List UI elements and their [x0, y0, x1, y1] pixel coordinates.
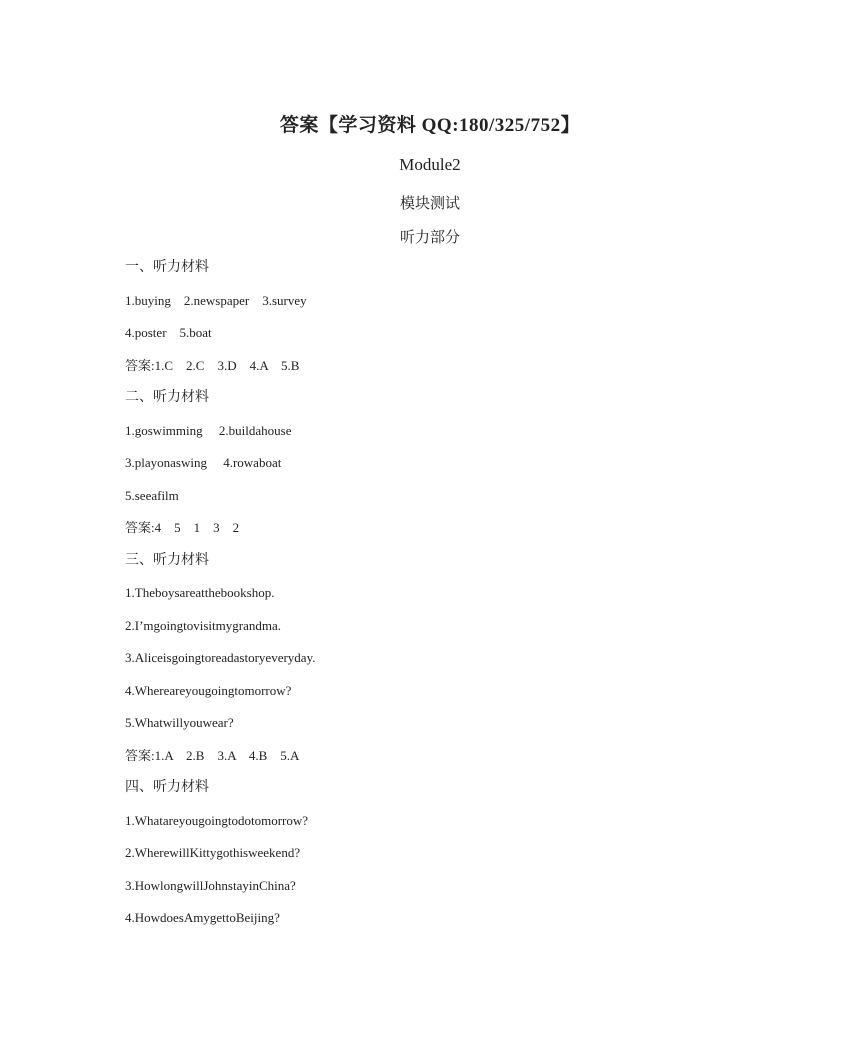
- section-heading: 三、听力材料: [125, 552, 209, 568]
- content-lines: [125, 258, 785, 941]
- module-title: Module2: [399, 155, 461, 174]
- section-heading: 四、听力材料: [125, 780, 209, 795]
- content-line: 4.Whereareyougoingtomorrow?: [125, 682, 292, 698]
- content-line: 4.HowdoesAmygettoBeijing?: [125, 910, 280, 925]
- content-line: 2.I’mgoingtovisitmygrandma.: [125, 617, 281, 633]
- content-line: 答案:1.C 2.C 3.D 4.A 5.B: [125, 357, 300, 373]
- content-line: 5.seeafilm: [125, 487, 179, 503]
- content-line: 1.goswimming 2.buildahouse: [125, 422, 292, 438]
- content-line: 3.playonaswing 4.rowaboat: [125, 455, 282, 470]
- content-line: 1.Whatareyougoingtodotomorrow?: [125, 812, 309, 828]
- content-line: 答案:4 5 1 3 2: [125, 520, 240, 535]
- content-line: 3.Aliceisgoingtoreadastoryeveryday.: [125, 650, 316, 665]
- page-title: 答案【学习资料 QQ:180/325/752】: [279, 115, 581, 136]
- content-line: 4.poster 5.boat: [125, 325, 212, 340]
- section-heading: 二、听力材料: [125, 390, 209, 405]
- content-line: 1.buying 2.newspaper 3.survey: [125, 292, 307, 308]
- section-subtitle-listening: 听力部分: [399, 230, 460, 246]
- content-line: 5.Whatwillyouwear?: [125, 715, 234, 730]
- content-line: 3.HowlongwillJohnstayinChina?: [125, 877, 296, 893]
- content-line: 1.Theboysareatthebookshop.: [125, 585, 275, 600]
- section-subtitle-test: 模块测试: [399, 196, 460, 212]
- section-heading: 一、听力材料: [125, 260, 209, 275]
- content-line: 答案:1.A 2.B 3.A 4.B 5.A: [125, 747, 300, 763]
- content-line: 2.WherewillKittygothisweekend?: [125, 845, 301, 860]
